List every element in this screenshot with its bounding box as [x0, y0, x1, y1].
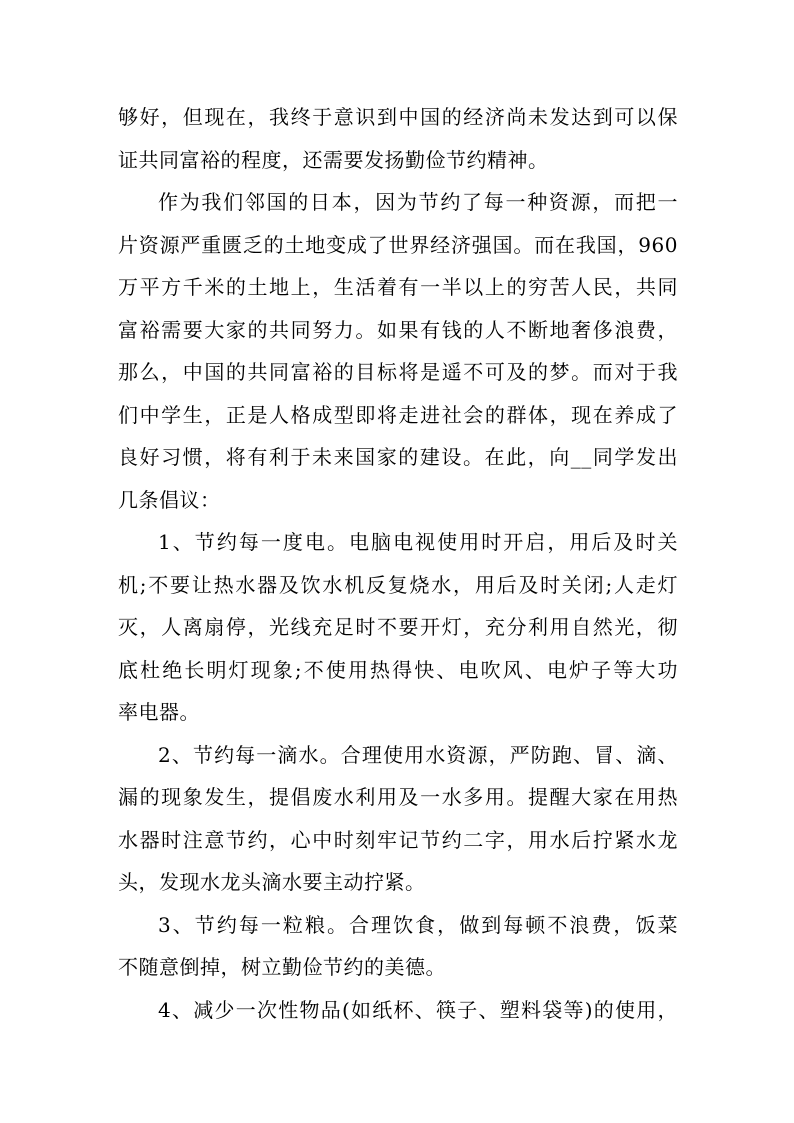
text-line: 们中学生，正是人格成型即将走进社会的群体，现在养成了 — [118, 402, 678, 427]
text-line: 漏的现象发生，提倡废水利用及一水多用。提醒大家在用热 — [118, 785, 678, 809]
paragraph — [118, 96, 678, 181]
text-line: 2、节约每一滴水。合理使用水资源，严防跑、冒、滴、 — [158, 742, 678, 767]
text-line: 片资源严重匮乏的土地变成了世界经济强国。而在我国，960 — [118, 232, 678, 257]
text-line: 4、减少一次性物品(如纸杯、筷子、塑料袋等)的使用， — [158, 997, 678, 1022]
text-line: 那么，中国的共同富裕的目标将是遥不可及的梦。而对于我 — [118, 360, 678, 384]
paragraph — [118, 989, 678, 1032]
text-line: 灭，人离扇停，光线充足时不要开灯，充分利用自然光，彻 — [118, 615, 678, 639]
text-line: 富裕需要大家的共同努力。如果有钱的人不断地奢侈浪费， — [118, 317, 678, 342]
text-line: 作为我们邻国的日本，因为节约了每一种资源，而把一 — [158, 190, 678, 214]
text-line: 1、节约每一度电。电脑电视使用时开启，用后及时关 — [158, 530, 678, 554]
text-line: 证共同富裕的程度，还需要发扬勤俭节约精神。 — [118, 147, 549, 172]
text-line: 良好习惯，将有利于未来国家的建设。在此，向__同学发出 — [118, 445, 678, 469]
text-line: 不随意倒掉，树立勤俭节约的美德。 — [118, 955, 446, 979]
paragraph — [118, 181, 678, 521]
paragraph — [118, 734, 678, 904]
text-line: 几条倡议： — [118, 487, 221, 512]
text-line: 头，发现水龙头滴水要主动拧紧。 — [118, 870, 426, 894]
text-line: 够好，但现在，我终于意识到中国的经济尚未发达到可以保 — [118, 105, 678, 129]
paragraph — [118, 904, 678, 989]
text-line: 3、节约每一粒粮。合理饮食，做到每顿不浪费，饭菜 — [158, 912, 678, 937]
text-line: 率电器。 — [118, 700, 200, 724]
text-line: 底杜绝长明灯现象;不使用热得快、电吹风、电炉子等大功 — [118, 657, 678, 682]
text-line: 万平方千米的土地上，生活着有一半以上的穷苦人民，共同 — [118, 275, 678, 299]
text-line: 机;不要让热水器及饮水机反复烧水，用后及时关闭;人走灯 — [118, 572, 678, 597]
text-line: 水器时注意节约，心中时刻牢记节约二字，用水后拧紧水龙 — [118, 827, 678, 852]
document-body — [118, 96, 678, 1031]
paragraph — [118, 521, 678, 734]
